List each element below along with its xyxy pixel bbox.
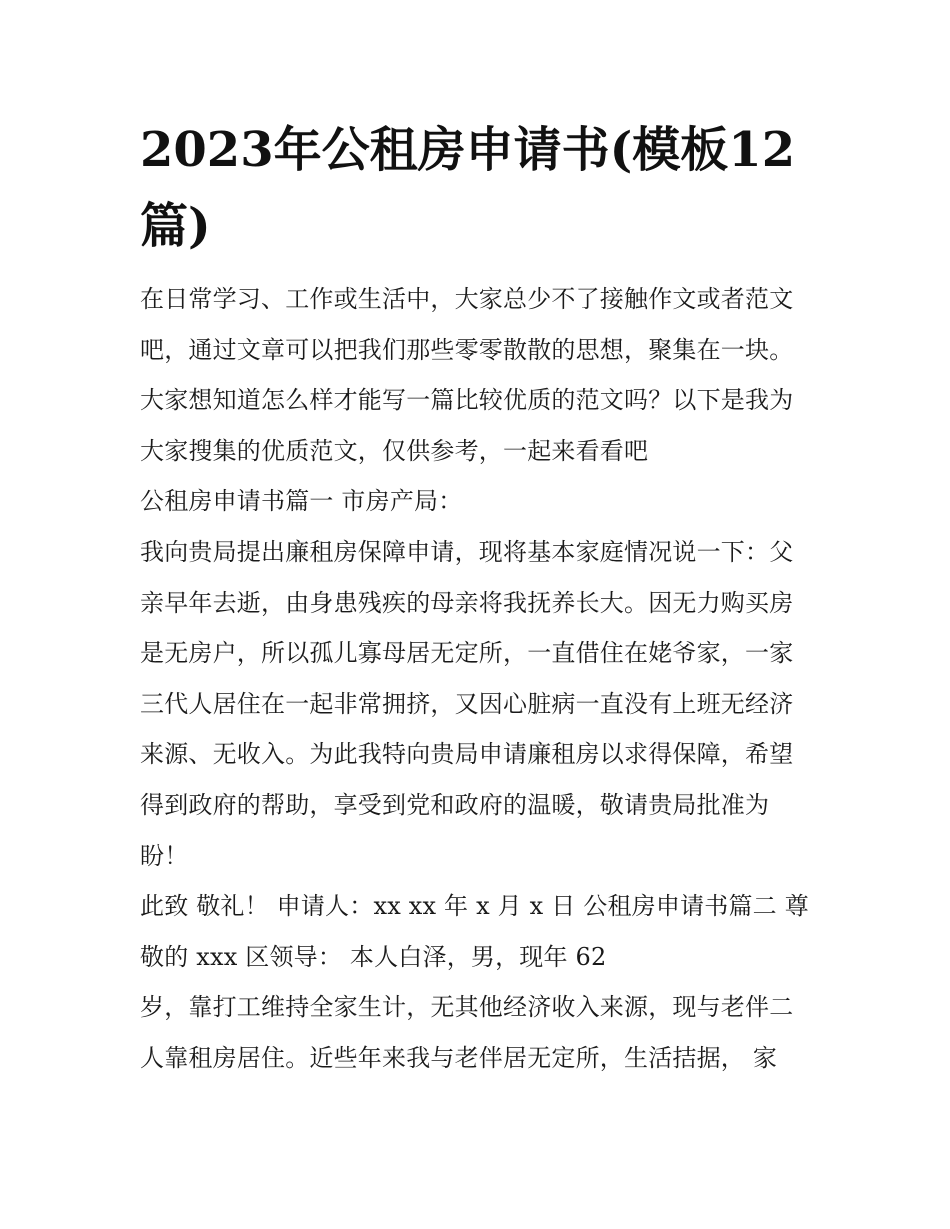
application-paragraph-2: 岁，靠打工维持全家生计，无其他经济收入来源，现与老伴二人靠租房居住。近些年来我与老伴居无定所，生活拮据， 家: [140, 993, 794, 1072]
document-title: 2023年公租房申请书(模板12篇): [140, 122, 796, 254]
application-paragraph-1: 我向贵局提出廉租房保障申请，现将基本家庭情况说一下：父亲早年去逝，由身患残疾的母亲将我抚养长大。因无力购买房是无房户，所以孤儿寡母居无定所，一直借住在姥爷家，一家三代人居住在一起非常拥挤，又因心脏病一直没有上班无经济来源、无收入。为此我特向贵局申请廉租房以求得保障，希望得到政府的帮助，享受到党和政府的温暖，敬请贵局批准为盼！: [140, 537, 794, 870]
section-heading-1: 公租房申请书篇一 市房产局：: [140, 487, 463, 516]
intro-paragraph: 在日常学习、工作或生活中，大家总少不了接触作文或者范文吧，通过文章可以把我们那些零零散散的思想，聚集在一块。大家想知道怎么样才能写一篇比较优质的范文吗？以下是我为大家搜集的优质范文，仅供参考，一起来看看吧: [140, 285, 794, 465]
document-body: [140, 274, 816, 1084]
closing-paragraph: 此致 敬礼！ 申请人：xx xx 年 x 月 x 日 公租房申请书篇二 尊敬的 xxx 区领导： 本人白泽，男，现年 62: [140, 892, 809, 971]
